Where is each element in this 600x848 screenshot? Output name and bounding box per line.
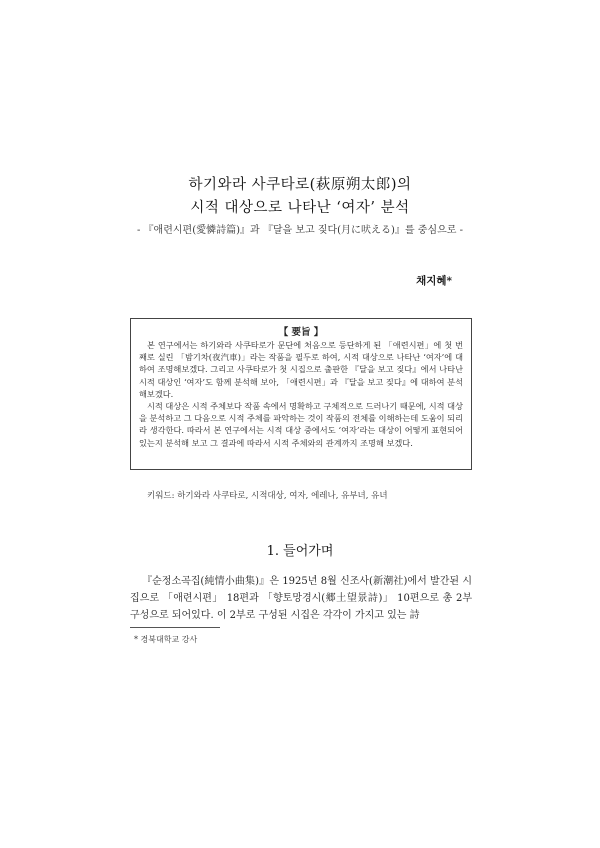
abstract-body bbox=[139, 339, 463, 449]
abstract-heading: 【 要旨 】 bbox=[278, 327, 324, 338]
paper-subtitle: - 『애련시편(愛憐詩篇)』과 『달을 보고 짖다(月に吠える)』를 중심으로 - bbox=[137, 225, 463, 236]
section-heading: 1. 들어가며 bbox=[266, 544, 334, 559]
abstract-box bbox=[130, 318, 472, 470]
author-name: 채지혜* bbox=[416, 275, 452, 287]
keywords: 키워드: 하기와라 사쿠타로, 시적대상, 여자, 에레나, 유부녀, 유녀 bbox=[147, 491, 388, 501]
body-text bbox=[130, 573, 472, 624]
footnote: * 경북대학교 강사 bbox=[134, 635, 198, 644]
paper-title-line2: 시적 대상으로 나타난 ‘여자’ 분석 bbox=[190, 200, 410, 216]
abstract-paragraph-2: 시적 대상은 시적 주체보다 작품 속에서 명확하고 구체적으로 드러나기 때문에, 시적 대상을 분석하고 그 다음으로 시적 주체를 파악하는 것이 작품의 전체를 이해하는데 도움이 되리라 생각한다. 따라서 본 연구에서는 시적 대상 중에서도 ‘여자’라는 대상이 어떻게 표현되어 있는지 분석해 보고 그 결과에 따라서 시적 주체와의 관계까지 조명해 보겠다. bbox=[139, 401, 463, 448]
body-paragraph-1: 『순정소곡집(純情小曲集)』은 1925년 8월 신조사(新潮社)에서 발간된 시집으로 「애련시편」 18편과 「향토망경시(郷土望景詩)」 10편으로 총 2부 구성으로 되어있다. 이 2부로 구성된 시집은 각각이 가지고 있는 詩 bbox=[130, 576, 472, 621]
paper-title-line1: 하기와라 사쿠타로(萩原朔太郎)의 bbox=[188, 177, 412, 193]
abstract-paragraph-1: 본 연구에서는 하기와라 사쿠타로가 문단에 처음으로 등단하게 된 「애련시편」에 첫 번째로 실린 「밤기차(夜汽車)」라는 작품을 필두로 하여, 시적 대상으로 나타난 ‘여자’에 대하여 조명해보겠다. 그리고 사쿠타로가 첫 시집으로 출판한 『달을 보고 짖다』에서 나타난 시적 대상인 ‘여자’도 함께 분석해 보아, 「애련시편」과 『달을 보고 짖다』에 대하여 분석해보겠다. bbox=[139, 340, 463, 399]
footnote-divider bbox=[130, 627, 220, 628]
